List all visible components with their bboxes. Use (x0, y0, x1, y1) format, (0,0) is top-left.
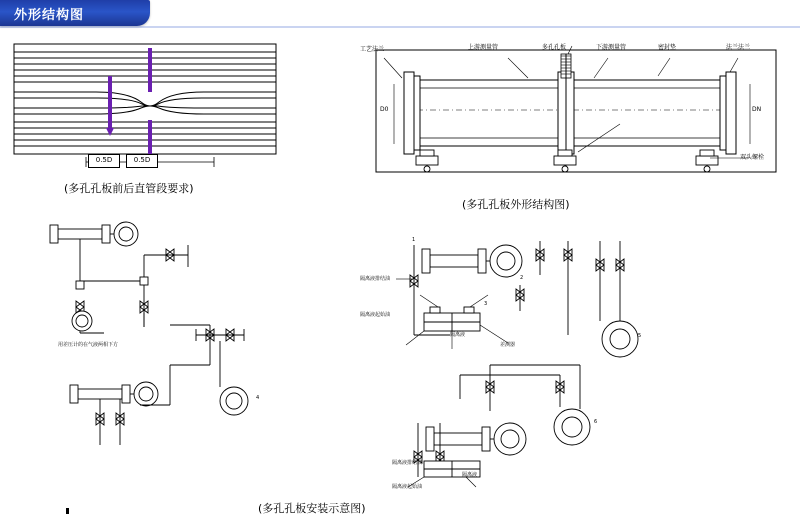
caption-outline-structure: (多孔孔板外形结构图) (462, 198, 570, 211)
label-upstream-tube: 上游测量管 (468, 44, 499, 51)
header-tab (0, 0, 150, 26)
figure-straight-pipe (10, 36, 290, 171)
callout-1: 1 (412, 237, 416, 243)
caption-straight-pipe: (多孔孔板前后直管段要求) (64, 182, 194, 195)
label-process-flange: 工艺法兰 (360, 46, 385, 53)
label-d0: D0 (380, 106, 389, 113)
figure-installation (20, 215, 780, 495)
label-seal-gasket: 密封垫 (658, 44, 677, 51)
label-transmitter: 差测器 (500, 342, 516, 348)
label-mating-flange: 法兰法兰 (726, 44, 751, 51)
dimension-left: 0.5D (88, 154, 120, 168)
label-isolation-fill-bottom: 隔离液起始油 (392, 484, 423, 490)
label-isolation-drain-top: 隔离液排结油 (360, 276, 391, 282)
straight-pipe-drawing (10, 36, 290, 171)
label-isolation-fill-top: 隔离液起始油 (360, 312, 391, 318)
page-corner-mark (66, 508, 69, 514)
label-downstream-tube: 下游测量管 (596, 44, 627, 51)
note-differential-gauge: 用差压计的在气液两相下方 (58, 342, 119, 348)
header-divider (0, 26, 800, 28)
callout-4: 4 (256, 395, 260, 401)
caption-installation: (多孔孔板安装示意图) (258, 502, 366, 515)
callout-3: 3 (484, 301, 488, 307)
label-isolation-liquid-bottom: 隔离液 (462, 472, 478, 478)
callout-6: 6 (594, 419, 598, 425)
label-stud-bolt: 双头螺栓 (740, 154, 765, 161)
figure-outline-structure (358, 32, 788, 192)
label-isolation-drain-bottom: 隔离液排结油 (392, 460, 423, 466)
label-isolation-liquid: 隔离液 (450, 332, 466, 338)
callout-2: 2 (520, 275, 524, 281)
label-orifice-plate: 多孔孔板 (542, 44, 567, 51)
callout-5: 5 (638, 333, 642, 339)
dimension-right: 0.5D (126, 154, 158, 168)
label-dn: DN (752, 106, 762, 113)
installation-drawing (20, 215, 780, 495)
page-title: 外形结构图 (14, 7, 85, 22)
outline-structure-drawing (358, 32, 788, 192)
